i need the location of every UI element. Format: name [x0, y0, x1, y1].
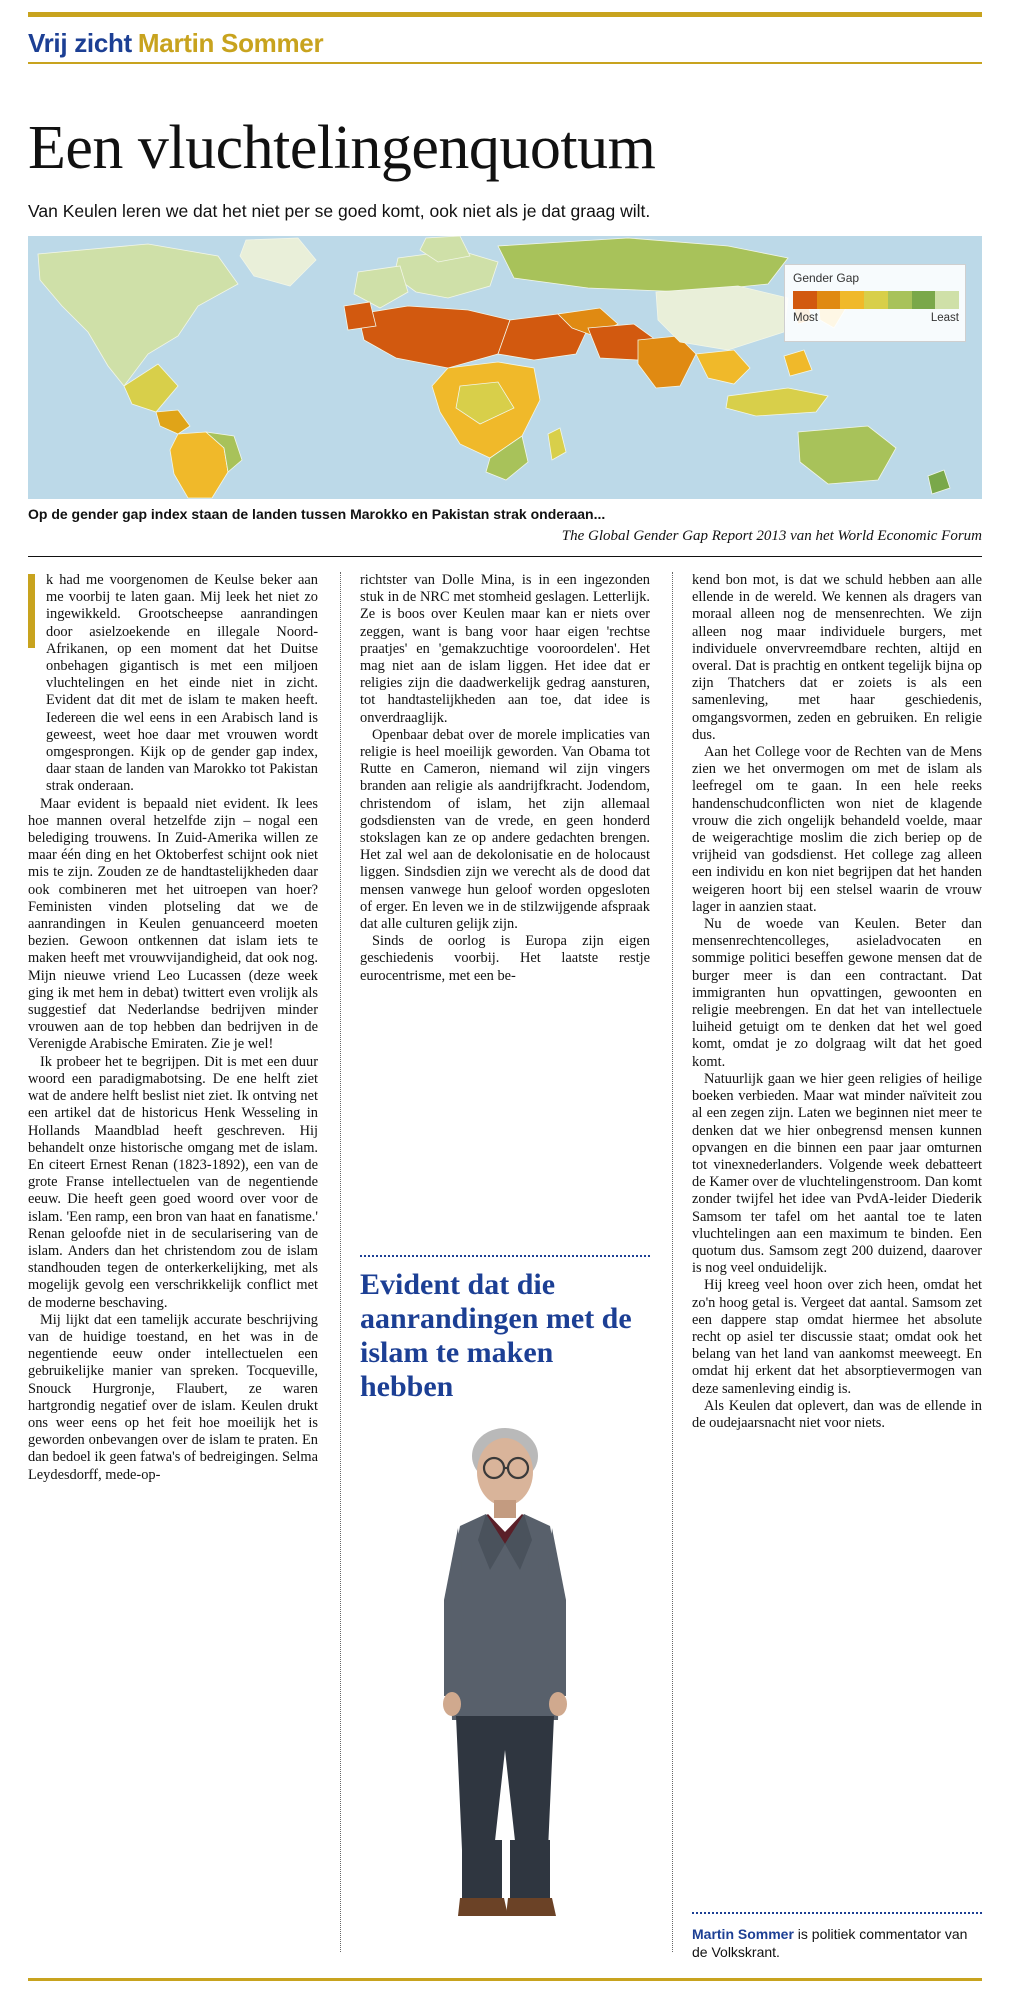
column-kicker: [28, 28, 323, 59]
bottom-rule: [28, 1978, 982, 1981]
signoff-divider: [692, 1912, 982, 1914]
signoff-text: is politiek commentator van de Volkskrant.: [692, 1926, 968, 1960]
world-map-figure: [28, 236, 982, 499]
paragraph: Als Keulen dat oplevert, dan was de ellende in de oudejaarsnacht niet voor niets.: [692, 1397, 982, 1431]
page-title: Een vluchtelingenquotum: [28, 113, 656, 182]
column-divider-1: [340, 572, 342, 1952]
paragraph: Natuurlijk gaan we hier geen religies of heilige boeken verbieden. Maar wat minder naïviteit zou al een zegen zijn. Laten we beginnen niet meer te denken dat we hier onbegrensd mensen kunnen opvangen en die binnen een paar jaar omturnen tot vinexnederlanders. Volgende week debatteert de Kamer over de vluchtelingenstroom. Dan komt zonder twijfel het idee van PvdA-leider Diederik Samsom ter tafel om het aantal toe te laten vluchtelingen aan een maximum te binden. Een quotum dus. Samsom zegt 200 duizend, daarover is nog veel onduidelijk.: [692, 1070, 982, 1277]
paragraph: Nu de woede van Keulen. Beter dan mensenrechtencolleges, asieladvocaten en sommige politici beseffen gewone mensen dat de burger meer is dan een contractant. Dat immigranten hun opvattingen, gewoonten en religie meebrengen. En dat het van intellectuele luiheid getuigt om te denken dat het wel goed komt, omdat je zo dolgraag wilt dat het goed komt.: [692, 916, 982, 1070]
pullquote-divider: [360, 1255, 650, 1257]
paragraph: richtster van Dolle Mina, is in een ingezonden stuk in de NRC met stomheid geslagen. Letterlijk. Ze is boos over Keulen maar kan er niets over zeggen, want is bang voor haar eigen 'rechtse praatjes' en 'gemakzuchtige vooroordelen'. Het mag niet aan de islam liggen. Het idee dat er religies zijn die daadwerkelijk gedrag aansturen, tot handtastelijkheden aan toe, dat idee is onverdraaglijk.: [360, 572, 650, 726]
kicker-rule: [28, 62, 982, 64]
paragraph: kend bon mot, is dat we schuld hebben aan alle ellende in de wereld. We kennen als dragers van moraal alleen nog de mensenrechten. We zijn alleen nog maar individuele burgers, met individuele onvervreemdbare rechten, altijd en overal. Dat is prachtig en ontkent tegelijk bijna op zijn Thatchers dat er zoiets is als een samenleving, met haar geschiedenis, omgangsvormen, zeden en gebruiken. En religie dus.: [692, 572, 982, 743]
legend-title: Gender Gap: [793, 271, 860, 285]
kicker-author: Martin Sommer: [137, 28, 324, 58]
paragraph: k had me voorgenomen de Keulse beker aan me voorbij te laten gaan. Mij leek het niet zo ingewikkeld. Grootscheepse aanrandingen door asielzoekende en illegale Noord-Afrikanen, op een moment dat het Duitse onbehagen gigantisch is met een miljoen vluchtelingen en het einde niet in zicht. Evident dat dit met de islam te maken heeft. Iedereen die wel eens in een Arabisch land is geweest, weet hoe daar met vrouwen wordt omgesprongen. Kijk op de gender gap index, daar staan de landen van Marokko tot Pakistan strak onderaan.: [46, 572, 318, 795]
figure-caption: Op de gender gap index staan de landen tussen Marokko en Pakistan strak onderaan...: [28, 506, 606, 522]
legend-gradient: [793, 291, 959, 309]
column-divider-2: [672, 572, 674, 1952]
map-legend: [784, 264, 966, 342]
legend-label-least: Least: [930, 312, 959, 324]
caption-rule: [28, 556, 982, 557]
body-column-1: [28, 572, 318, 1484]
standfirst: Van Keulen leren we dat het niet per se goed komt, ook niet als je dat graag wilt.: [28, 201, 651, 221]
body-column-3: [692, 572, 982, 1432]
author-signoff: [692, 1925, 982, 1961]
author-portrait: [360, 1420, 650, 1950]
figure-credit: The Global Gender Gap Report 2013 van het World Economic Forum: [561, 528, 982, 544]
paragraph: Openbaar debat over de morele implicaties van religie is heel moeilijk geworden. Van Obama tot Rutte en Cameron, niemand wil zijn vingers branden aan religie als aandrijfkracht. Jodendom, christendom of islam, het zijn allemaal godsdiensten van de vrede, en geen honderd stokslagen kan ze op andere gedachten brengen. Het zal wel aan de dekolonisatie en de holocaust liggen. Sindsdien zijn we verecht als de dood dat mensen vanwege hun geloof worden opgesloten of erger. En leven we in de stilzwijgende afspraak dat alle culturen gelijk zijn.: [360, 726, 650, 933]
paragraph: Hij kreeg veel hoon over zich heen, omdat het zo'n hoog getal is. Vergeet dat aantal. Samsom zet een dappere stap omdat hiermee het absolute recht op asiel ter discussie staat; omdat ook het belang van het land van aankomst meeweegt. En omdat hij erkent dat het absorptievermogen van deze samenleving eindig is.: [692, 1277, 982, 1397]
kicker-section: Vrij zicht: [28, 28, 132, 58]
paragraph: Ik probeer het te begrijpen. Dit is met een duur woord een paradigmabotsing. De ene helft ziet wat de andere helft beslist niet ziet. Ik ontving net een artikel dat de historicus Henk Wesseling in Hollands Maandblad heeft geschreven. Hij behandelt onze historische omgang met de islam. En citeert Ernest Renan (1823-1892), een van de grote Franse intellectuelen van de negentiende eeuw. Die heeft geen goed woord over voor de islam. 'Een ramp, een bron van haat en fanatisme.' Renan geloofde niet in de secularisering van de islam. Anders dan het christendom zou de islam standhouden tegen de onterkerkelijking, met als mogelijk gevolg een verschrikkelijk conflict met de moderne beschaving.: [28, 1053, 318, 1311]
portrait-illustration: [360, 1420, 650, 1950]
legend-label-most: Most: [793, 312, 818, 324]
paragraph: Maar evident is bepaald niet evident. Ik lees hoe mannen overal hetzelfde zijn – nogal een belediging trouwens. In Zuid-Amerika willen ze maar één ding en het Oktoberfest schijnt ook niet mis te zijn. Zouden ze de handtastelijkheden daar ook combineren met het uitroepen van hoer? Feministen vinden plotseling dat we de aanrandingen in Keulen genuanceerd moeten bezien. Gewoon ontkennen dat islam iets te maken heeft met vrouwvijandigheid, dat ook nog. Mijn nieuwe vriend Leo Lucassen (deze week ging ik met hem in debat) twittert even vrolijk als suggestief dat Nederlandse bedrijven minder vrouwen aan de top hebben dan bedrijven in de Verenigde Arabische Emiraten. Zie je wel!: [28, 795, 318, 1053]
paragraph: Sinds de oorlog is Europa zijn eigen geschiedenis voorbij. Het laatste restje eurocentrisme, met een be-: [360, 933, 650, 984]
pull-quote: Evident dat die aanrandingen met de islam te maken hebben: [360, 1268, 632, 1403]
paragraph: Mij lijkt dat een tamelijk accurate beschrijving van de huidige toestand, en het was in de negentiende eeuw onder intellectuelen een gebruikelijke manier van spreken. Tocqueville, Snouck Hurgronje, Flaubert, ze waren hartgrondig negatief over de islam. Keulen drukt ons weer eens op het feit hoe moeilijk het is geworden onbevangen over de islam te praten. En dan bedoel ik geen fatwa's of bedreigingen. Selma Leydesdorff, mede-op-: [28, 1311, 318, 1483]
signoff-name: Martin Sommer: [692, 1926, 794, 1942]
body-column-2: [360, 572, 650, 985]
paragraph: Aan het College voor de Rechten van de Mens zien we het onvermogen om met de islam als leefregel om te gaan. In een hele reeks handenschudconflicten won niet de klagende vrouw die zich ongelijk behandeld voelde, maar de weigerachtige moslim die zich beriep op de vrijheid van godsdienst. Het college zag alleen een individu en kon niet begrijpen dat het handen weigeren hoort bij een stelsel waarin de vrouw lager in aanzien staat.: [692, 744, 982, 915]
top-rule: [28, 12, 982, 17]
